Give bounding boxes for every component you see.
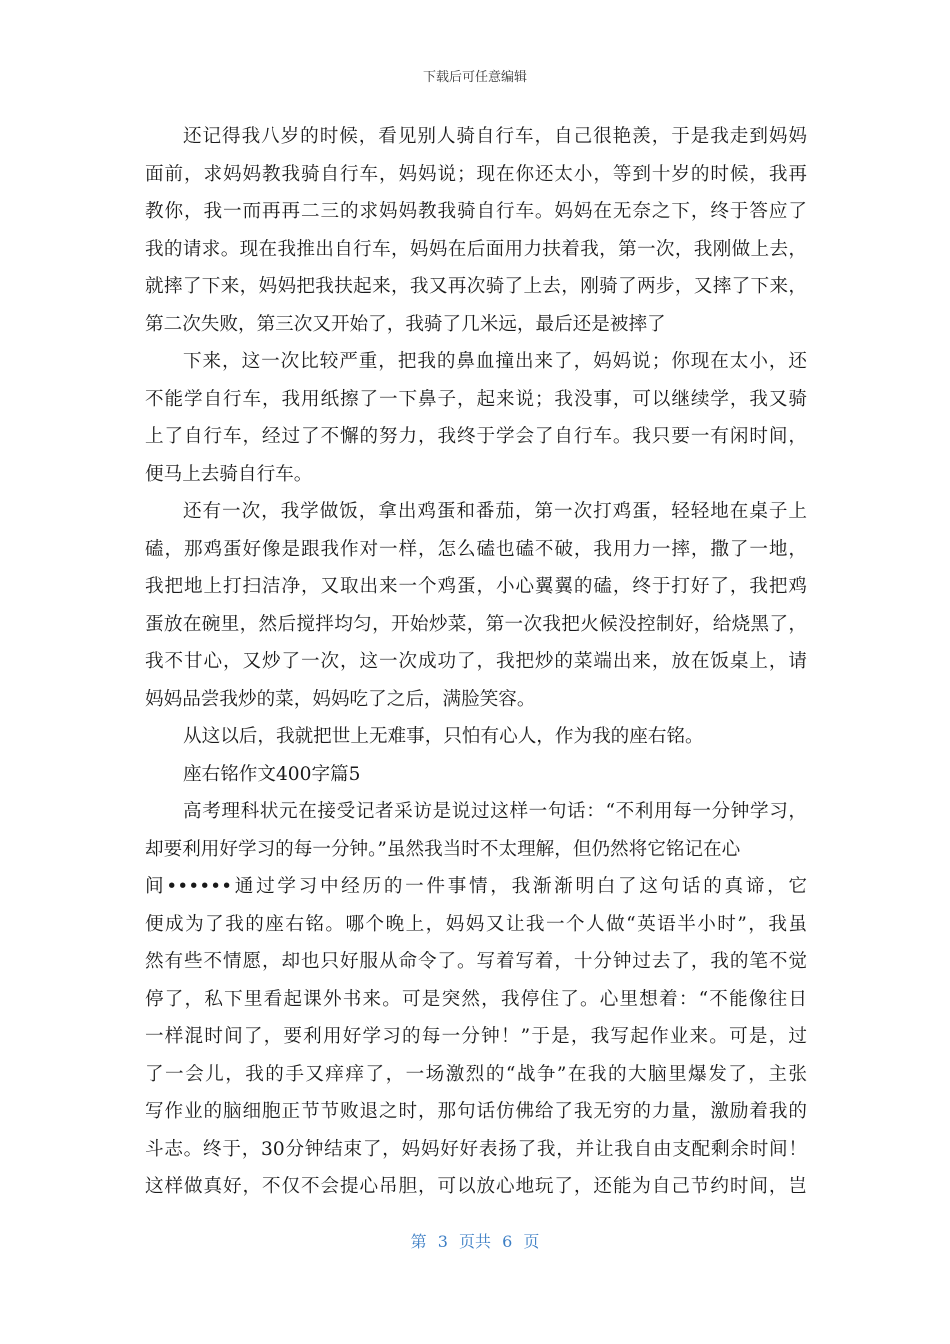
text-line: 写作业的脑细胞正节节败退之时，那句话仿佛给了我无穷的力量，激励着我的 [145, 1101, 807, 1122]
page-header: 下载后可任意编辑 [422, 70, 527, 85]
text-line: 斗志。终于，30分钟结束了，妈妈好好表扬了我，并让我自由支配剩余时间！ [145, 1138, 807, 1160]
text-line: 教你，我一而再再二三的求妈妈教我骑自行车。妈妈在无奈之下，终于答应了 [145, 201, 807, 222]
text-line: 我不甘心，又炒了一次，这一次成功了，我把炒的菜端出来，放在饭桌上，请 [145, 651, 807, 672]
text-line: 这样做真好，不仅不会提心吊胆，可以放心地玩了，还能为自己节约时间，岂 [145, 1176, 807, 1197]
text-line: 下来，这一次比较严重，把我的鼻血撞出来了，妈妈说；你现在太小，还 [183, 351, 807, 372]
section-heading: 座右铭作文400字篇5 [183, 763, 361, 785]
document-body [145, 118, 807, 1206]
page-number: 第 3 页共 6 页 [410, 1232, 540, 1251]
text-line: 就摔了下来，妈妈把我扶起来，我又再次骑了上去，刚骑了两步，又摔了下来， [145, 276, 807, 297]
text-line: 磕，那鸡蛋好像是跟我作对一样，怎么磕也磕不破，我用力一摔，撒了一地， [145, 538, 807, 560]
text-line: 我把地上打扫洁净，又取出来一个鸡蛋，小心翼翼的磕，终于打好了，我把鸡 [145, 576, 807, 597]
text-line: 还记得我八岁的时候，看见别人骑自行车，自己很艳羡，于是我走到妈妈 [183, 126, 807, 147]
text-line: 一样混时间了，要利用好学习的每一分钟！”于是，我写起作业来。可是，过 [145, 1026, 807, 1047]
text-line: 蛋放在碗里，然后搅拌均匀，开始炒菜，第一次我把火候没控制好，给烧黑了， [145, 613, 807, 635]
text-line: 了一会儿，我的手又痒痒了，一场激烈的“战争”在我的大脑里爆发了，主张 [145, 1063, 807, 1085]
text-line: 第二次失败，第三次又开始了，我骑了几米远，最后还是被摔了 [145, 313, 666, 335]
text-line: 不能学自行车，我用纸擦了一下鼻子，起来说；我没事，可以继续学，我又骑 [145, 388, 807, 410]
text-line: 上了自行车，经过了不懈的努力，我终于学会了自行车。我只要一有闲时间， [145, 426, 807, 447]
text-line: 从这以后，我就把世上无难事，只怕有心人，作为我的座右铭。 [183, 726, 704, 747]
text-line: 妈妈品尝我炒的菜，妈妈吃了之后，满脸笑容。 [145, 688, 536, 710]
text-line: 面前，求妈妈教我骑自行车，妈妈说；现在你还太小，等到十岁的时候，我再 [145, 163, 807, 185]
text-line: 便马上去骑自行车。 [145, 463, 313, 485]
text-line: 我的请求。现在我推出自行车，妈妈在后面用力扶着我，第一次，我刚做上去， [145, 238, 807, 260]
text-line: 然有些不情愿，却也只好服从命令了。写着写着，十分钟过去了，我的笔不觉 [145, 951, 807, 972]
text-line: 便成为了我的座右铭。哪个晚上，妈妈又让我一个人做“英语半小时”，我虽 [145, 913, 807, 935]
text-line: 停了，私下里看起课外书来。可是突然，我停住了。心里想着：“不能像往日 [145, 988, 807, 1010]
text-line: 还有一次，我学做饭，拿出鸡蛋和番茄，第一次打鸡蛋，轻轻地在桌子上 [183, 501, 807, 522]
text-line: 间••••••通过学习中经历的一件事情，我渐渐明白了这句话的真谛，它 [145, 876, 807, 897]
text-line: 却要利用好学习的每一分钟。”虽然我当时不太理解，但仍然将它铭记在心 [145, 838, 741, 860]
text-line: 高考理科状元在接受记者采访是说过这样一句话：“不利用每一分钟学习， [183, 801, 807, 822]
